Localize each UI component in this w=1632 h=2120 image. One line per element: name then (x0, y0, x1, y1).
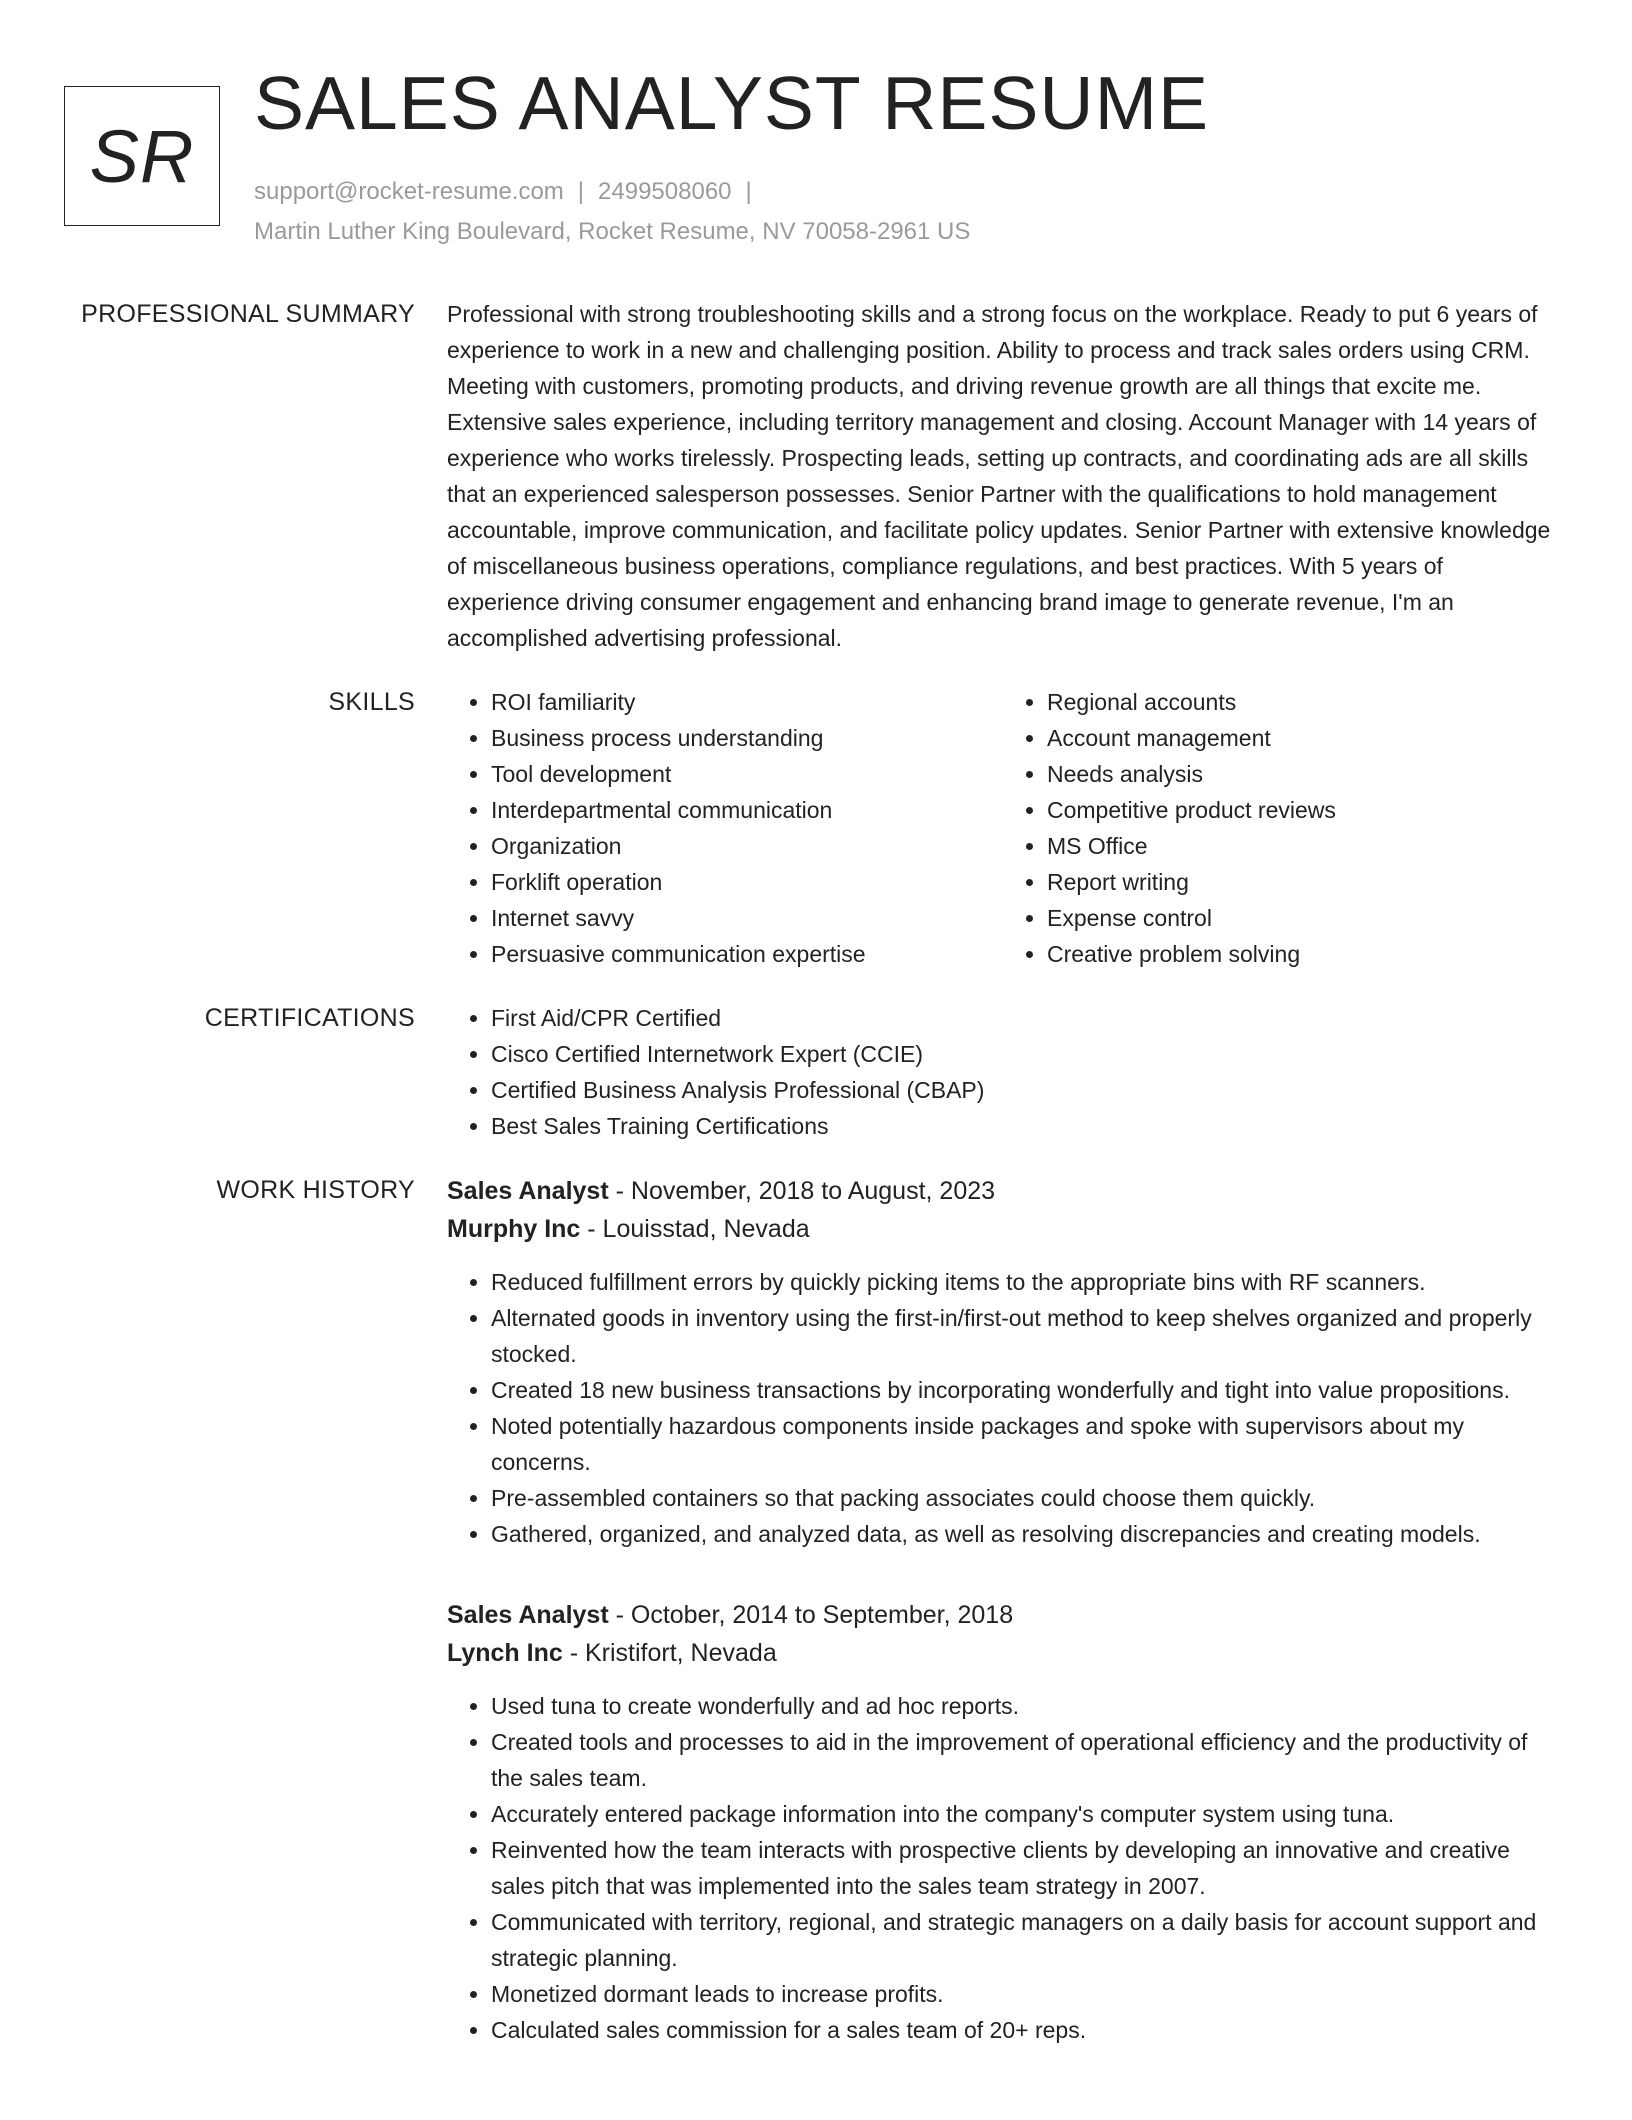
contact-separator: | (745, 178, 752, 205)
contact-line-1 (254, 172, 1574, 212)
resume-title: SALES ANALYST RESUME (254, 61, 1210, 145)
list-item: • Created tools and processes to aid in the improvement of operational efficiency and the productivity of the sales team. (491, 1724, 1559, 1796)
certifications-list (447, 1000, 1559, 1144)
resume-sections (64, 296, 1564, 2120)
job-company-line (447, 1210, 1559, 1248)
job-company: Murphy Inc (447, 1215, 581, 1243)
list-item: • Best Sales Training Certifications (491, 1108, 1559, 1144)
list-item: • Business process understanding (491, 720, 1003, 756)
list-item: • Reduced fulfillment errors by quickly picking items to the appropriate bins with RF scanners. (491, 1264, 1559, 1300)
job-company-line (447, 1634, 1559, 1672)
list-item: • Cisco Certified Internetwork Expert (CCIE) (491, 1036, 1559, 1072)
list-item: • Accurately entered package information into the company's computer system using tuna. (491, 1796, 1559, 1832)
job-location: - Louisstad, Nevada (580, 1215, 810, 1243)
list-item: • Expense control (1047, 900, 1559, 936)
section-body (447, 1000, 1559, 1144)
list-item: • Monetized dormant leads to increase profits. (491, 1976, 1559, 2012)
summary-text: Professional with strong troubleshooting skills and a strong focus on the workplace. Ready to put 6 years of experience to work in a new and challenging position. Ability to process and track sales orders using CRM. Meeting with customers, promoting products, and driving revenue growth are all things that excite me. Extensive sales experience, including territory management and closing. Account Manager with 14 years of experience who works tirelessly. Prospecting leads, setting up contracts, and coordinating ads are all skills that an experienced salesperson possesses. Senior Partner with the qualifications to hold management accountable, improve communication, and facilitate policy updates. Senior Partner with extensive knowledge of miscellaneous business operations, compliance regulations, and best practices. With 5 years of experience driving consumer engagement and enhancing brand image to generate revenue, I'm an accomplished advertising professional. (447, 301, 1551, 651)
section-body (447, 1172, 1559, 2092)
list-item: • Needs analysis (1047, 756, 1559, 792)
contact-info (254, 172, 1574, 252)
list-item: • Created 18 new business transactions by incorporating wonderfully and tight into value propositions. (491, 1372, 1559, 1408)
job-entry (447, 1596, 1559, 2048)
list-item: • ROI familiarity (491, 684, 1003, 720)
skills-list-left (447, 684, 1003, 972)
list-item: • Organization (491, 828, 1003, 864)
list-item: • Calculated sales commission for a sales team of 20+ reps. (491, 2012, 1559, 2048)
list-item: • Tool development (491, 756, 1003, 792)
list-item: • Regional accounts (1047, 684, 1559, 720)
list-item: • Pre-assembled containers so that packing associates could choose them quickly. (491, 1480, 1559, 1516)
list-item: • Used tuna to create wonderfully and ad hoc reports. (491, 1688, 1559, 1724)
list-item: • Alternated goods in inventory using the first-in/first-out method to keep shelves organized and properly stocked. (491, 1300, 1559, 1372)
list-item: • First Aid/CPR Certified (491, 1000, 1559, 1036)
job-bullets (447, 1688, 1559, 2048)
list-item: • Creative problem solving (1047, 936, 1559, 972)
summary-section (64, 296, 1564, 656)
list-item: • Report writing (1047, 864, 1559, 900)
resume-header (254, 58, 1574, 252)
monogram-initials: SR (89, 114, 195, 198)
job-company: Lynch Inc (447, 1639, 563, 1667)
skills-list-right (1003, 684, 1559, 972)
job-location: - Kristifort, Nevada (562, 1639, 777, 1667)
section-body (447, 684, 1559, 972)
list-item: • MS Office (1047, 828, 1559, 864)
list-item: • Communicated with territory, regional, and strategic managers on a daily basis for account support and strategic planning. (491, 1904, 1559, 1976)
list-item: • Noted potentially hazardous components inside packages and spoke with supervisors about my concerns. (491, 1408, 1559, 1480)
email: support@rocket-resume.com (254, 178, 564, 205)
list-item: • Persuasive communication expertise (491, 936, 1003, 972)
job-role-line (447, 1172, 1559, 1210)
skills-section (64, 684, 1564, 972)
job-role: Sales Analyst (447, 1177, 609, 1205)
list-item: • Internet savvy (491, 900, 1003, 936)
section-body (447, 296, 1559, 656)
section-title: WORK HISTORY (216, 1176, 415, 1204)
address: Martin Luther King Boulevard, Rocket Resume, NV 70058-2961 US (254, 218, 971, 245)
list-item: • Reinvented how the team interacts with prospective clients by developing an innovative and creative sales pitch that was implemented into the sales team strategy in 2007. (491, 1832, 1559, 1904)
list-item: • Account management (1047, 720, 1559, 756)
phone: 2499508060 (598, 178, 732, 205)
job-role: Sales Analyst (447, 1601, 609, 1629)
job-dates: - October, 2014 to September, 2018 (608, 1601, 1014, 1629)
monogram-box (64, 86, 220, 226)
section-title: CERTIFICATIONS (204, 1004, 415, 1032)
job-dates: - November, 2018 to August, 2023 (608, 1177, 996, 1205)
job-role-line (447, 1596, 1559, 1634)
list-item: • Interdepartmental communication (491, 792, 1003, 828)
section-title: PROFESSIONAL SUMMARY (81, 300, 415, 328)
list-item: • Gathered, organized, and analyzed data, as well as resolving discrepancies and creating models. (491, 1516, 1559, 1552)
section-title: SKILLS (328, 688, 415, 716)
job-entry (447, 1172, 1559, 1552)
list-item: • Certified Business Analysis Professional (CBAP) (491, 1072, 1559, 1108)
list-item: • Competitive product reviews (1047, 792, 1559, 828)
certifications-section (64, 1000, 1564, 1144)
list-item: • Forklift operation (491, 864, 1003, 900)
work-history-section (64, 1172, 1564, 2092)
job-bullets (447, 1264, 1559, 1552)
contact-separator: | (577, 178, 585, 205)
